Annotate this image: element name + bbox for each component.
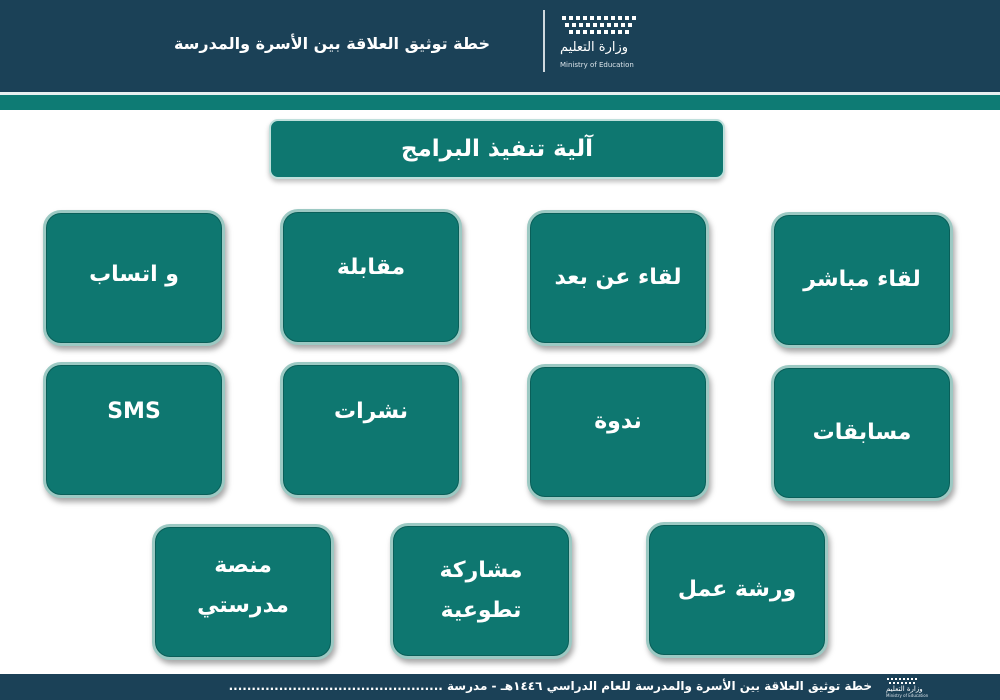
footer-text: خطة توثيق العلاقة بين الأسرة والمدرسة للعام الدراسي ١٤٤٦هـ - مدرسة ............................................... <box>228 679 872 693</box>
footer-ministry-logo <box>886 677 946 697</box>
card-madrasati-platform <box>152 524 334 660</box>
card-bulletins <box>280 362 462 498</box>
ministry-logo-english: Ministry of Education <box>560 61 634 69</box>
card-label: لقاء مباشر <box>803 267 921 292</box>
footer-logo-arabic: وزارة التعليم <box>886 685 923 693</box>
card-interview <box>280 209 462 345</box>
header-title: خطة توثيق العلاقة بين الأسرة والمدرسة <box>173 34 490 53</box>
card-label: ندوة <box>594 409 642 434</box>
card-label: نشرات <box>334 399 408 424</box>
ministry-logo <box>555 14 665 76</box>
card-direct-meeting <box>771 212 953 348</box>
ministry-logo-arabic: وزارة التعليم <box>560 40 629 55</box>
section-title: آلية تنفيذ البرامج <box>269 119 725 179</box>
ministry-logo-mark-icon <box>560 14 642 38</box>
card-whatsapp <box>43 210 225 346</box>
card-competitions <box>771 365 953 501</box>
card-workshop <box>646 522 828 658</box>
card-label: لقاء عن بعد <box>554 265 682 290</box>
card-label: مسابقات <box>812 420 912 445</box>
card-remote-meeting <box>527 210 709 346</box>
card-volunteer-participation <box>390 523 572 659</box>
card-label: مشاركة تطوعية <box>439 558 523 623</box>
footer-logo-english: Ministry of Education <box>886 693 929 698</box>
footer-logo-mark-icon <box>886 677 926 685</box>
footer-bar <box>0 674 1000 700</box>
accent-band <box>0 95 1000 110</box>
header-divider <box>543 10 545 72</box>
card-label: و اتساب <box>89 262 179 287</box>
card-label: SMS <box>107 399 161 424</box>
card-sms <box>43 362 225 498</box>
card-label: منصة مدرستي <box>197 553 289 618</box>
card-seminar <box>527 364 709 500</box>
card-label: مقابلة <box>336 255 406 280</box>
card-label: ورشة عمل <box>677 577 797 602</box>
